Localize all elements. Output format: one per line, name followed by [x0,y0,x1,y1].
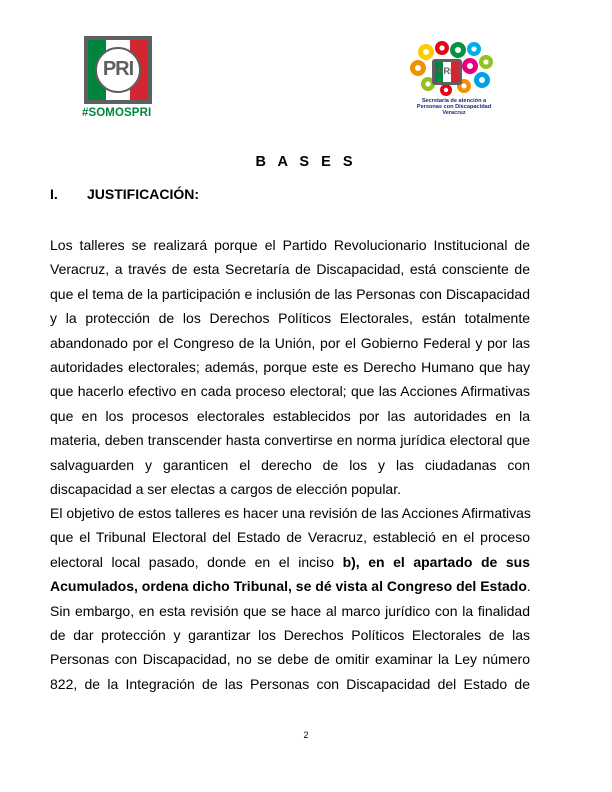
paragraph-line: que el Tribunal Electoral del Estado de Veracruz, estableció en el proceso [50,529,530,546]
paragraph-line: Los talleres se realizará porque el Partido Revolucionario Institucional de [50,237,530,253]
paragraph-line: autoridades electorales; además, porque este es Derecho Humano que hay [50,359,530,376]
section-heading [50,186,199,202]
section-number: I. [50,186,58,202]
paragraph-line: 822, de la Integración de las Personas con Discapacidad del Estado de [50,675,530,692]
page-number: 2 [303,730,309,740]
secretaria-caption-line: Secretaría de atención a [421,98,487,104]
secretaria-caption-line: Personas con Discapacidad [416,104,492,110]
paragraph-line: de dar protección y garantizar los Derechos Políticos Electorales de las [50,627,530,644]
document-title: B A S E S [255,154,357,170]
pri-logo [84,36,158,122]
paragraph-line: materia, deben transcender hasta convertirse en norma jurídica electoral que [50,432,530,449]
secretaria-logo [404,40,504,126]
paragraph-line: que el tema de la participación e inclusión de las Personas con Discapacidad [50,285,530,302]
paragraph-line: que hacerlo efectivo en cada proceso electoral; que las Acciones Afirmativas [50,383,530,400]
paragraph-line [50,574,530,598]
paragraph-line: y la protección de los Derechos Políticos Electorales, están totalmente [50,310,530,327]
pri-hashtag: #SOMOSPRI [82,107,152,119]
paragraph-line: Personas con Discapacidad, no se debe de omitir examinar la Ley número [50,651,530,668]
pri-letters: PRI [102,58,134,80]
paragraph-line: abandonado por el Congreso de la Unión, por el Gobierno Federal y por las [50,334,530,351]
paragraph-line: El objetivo de estos talleres es hacer una revisión de las Acciones Afirmativas [50,505,531,521]
bold-text: Acumulados, ordena dicho Tribunal, se dé vista al Congreso del Estado [50,578,527,595]
secretaria-badge: PRI [437,66,453,76]
bold-text: b), en el apartado de sus [342,553,531,570]
paragraph-2 [50,501,530,696]
inline-text: . [526,578,531,595]
paragraph-line: Sin embargo, en esta revisión que se hace al marco jurídico con la finalidad [50,602,530,619]
paragraph-line [50,550,530,574]
paragraph-1 [50,233,530,501]
secretaria-caption [404,98,504,116]
paragraph-line: salvaguarden y garanticen el derecho de los y las ciudadanas con [50,456,530,473]
secretaria-caption-line: Veracruz [442,110,466,116]
inline-text: electoral local pasado, donde en el inciso [50,553,343,570]
paragraph-line: Veracruz, a través de esta Secretaría de Discapacidad, está consciente de [50,261,530,278]
paragraph-line: que en los procesos electorales establecidos por las autoridades en la [50,407,530,424]
paragraph-line: discapacidad a ser electas a cargos de elección popular. [50,481,401,498]
section-title: JUSTIFICACIÓN: [87,186,199,202]
